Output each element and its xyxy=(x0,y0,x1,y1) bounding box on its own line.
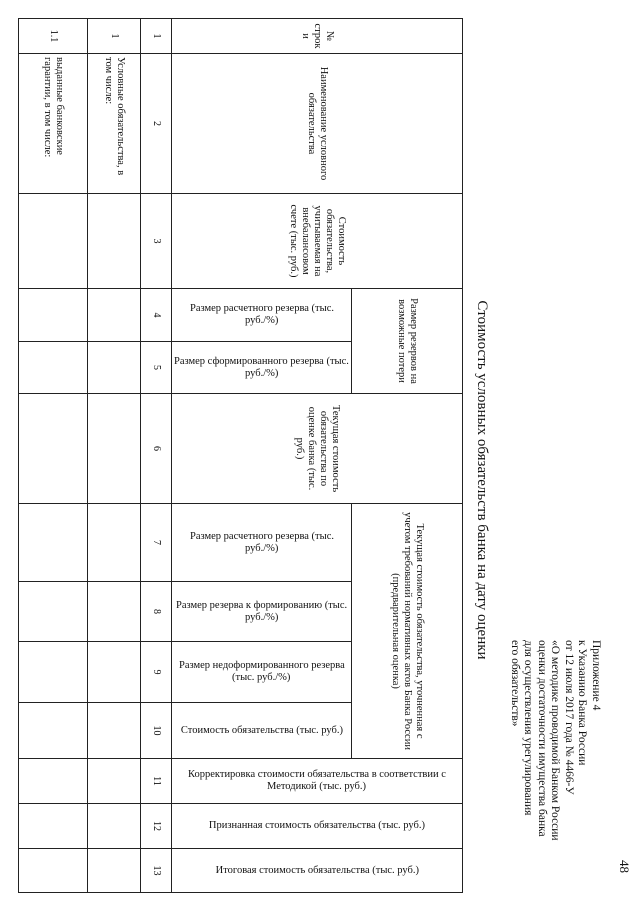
appendix-line: к Указанию Банка России xyxy=(576,640,589,766)
table-cell xyxy=(18,702,88,759)
header-refined-value xyxy=(351,503,463,759)
table-row-name: Условные обязательства, в том числе: xyxy=(87,53,141,194)
header-obligation-name-label: Наименование условного обязательства xyxy=(306,66,329,181)
appendix-line: для осуществления урегулирования xyxy=(522,640,535,816)
table-cell xyxy=(87,803,141,849)
table-cell xyxy=(87,393,141,504)
table-cell xyxy=(18,803,88,849)
column-number: 5 xyxy=(140,341,172,394)
header-recognized-value-label: Признанная стоимость обязательства (тыс. руб.) xyxy=(208,820,426,831)
column-number: 13 xyxy=(140,848,172,893)
column-number: 10 xyxy=(140,702,172,759)
header-loss-reserves-label: Размер резервов на возможные потери xyxy=(396,298,419,384)
header-calculated-reserve xyxy=(171,288,352,342)
header-formed-reserve xyxy=(171,341,352,394)
column-number: 7 xyxy=(140,503,172,582)
table-cell xyxy=(87,702,141,759)
table-cell xyxy=(18,758,88,804)
column-number: 11 xyxy=(140,758,172,804)
header-underformed-reserve xyxy=(171,641,352,703)
header-offbalance-value xyxy=(171,193,463,289)
header-obligation-value-label: Стоимость обязательства (тыс. руб.) xyxy=(180,724,343,736)
header-obligation-name xyxy=(171,53,463,194)
table-cell xyxy=(18,503,88,582)
appendix-line: Приложение 4 xyxy=(590,640,602,711)
header-refined-calculated-reserve xyxy=(171,503,352,582)
header-underformed-reserve-label: Размер недоформированного резерва (тыс. руб./%) xyxy=(178,660,345,683)
header-recognized-value xyxy=(171,803,463,849)
header-row-number-label: № строк и xyxy=(300,23,335,49)
table-cell xyxy=(18,288,88,342)
table-cell xyxy=(87,581,141,642)
table-cell xyxy=(87,288,141,342)
header-loss-reserves xyxy=(351,288,463,394)
table-cell xyxy=(18,581,88,642)
header-methodology-adjustment-label: Корректировка стоимости обязательства в соответствии с Методикой (тыс. руб.) xyxy=(188,769,446,792)
table-cell xyxy=(87,641,141,703)
header-calculated-reserve-label: Размер расчетного резерва (тыс. руб./%) xyxy=(189,303,334,326)
column-number: 4 xyxy=(140,288,172,342)
table-row-number: 1 xyxy=(87,18,141,54)
column-number: 1 xyxy=(140,18,172,54)
header-row-number xyxy=(171,18,463,54)
page-number: 48 xyxy=(617,860,632,873)
header-bank-estimate-label: Текущая стоимость обязательства по оценке банка (тыс. руб.) xyxy=(294,404,341,493)
obligations-table xyxy=(18,18,463,893)
table-title: Стоимость условных обязательств банка на дату оценки xyxy=(474,300,490,660)
table-cell xyxy=(18,341,88,394)
appendix-line: оценки достаточности имущества банка xyxy=(536,640,548,837)
column-number: 12 xyxy=(140,803,172,849)
table-cell xyxy=(18,193,88,289)
header-reserve-to-form-label: Размер резерва к формированию (тыс. руб./%) xyxy=(175,599,348,623)
appendix-line: «О методике проводимой Банком России xyxy=(549,640,562,841)
column-number: 6 xyxy=(140,393,172,504)
table-cell xyxy=(18,641,88,703)
table-cell xyxy=(87,341,141,394)
appendix-line: его обязательств» xyxy=(509,640,521,727)
header-refined-calculated-reserve-label: Размер расчетного резерва (тыс. руб./%) xyxy=(189,530,334,554)
table-cell xyxy=(87,758,141,804)
header-methodology-adjustment xyxy=(171,758,463,804)
header-bank-estimate xyxy=(171,393,463,504)
header-formed-reserve-label: Размер сформированного резерва (тыс. руб./%) xyxy=(174,355,349,379)
table-cell xyxy=(87,503,141,582)
appendix-line: от 12 июля 2017 года № 4466-У xyxy=(563,640,575,795)
header-obligation-value xyxy=(171,702,352,759)
table-row-name: выданные банковские гарантии, в том числе: xyxy=(18,53,88,194)
appendix-reference xyxy=(508,640,603,890)
column-number: 2 xyxy=(140,53,172,194)
table-cell xyxy=(18,393,88,504)
column-number: 9 xyxy=(140,641,172,703)
header-reserve-to-form xyxy=(171,581,352,642)
column-number: 3 xyxy=(140,193,172,289)
header-final-value-label: Итоговая стоимость обязательства (тыс. руб.) xyxy=(215,864,419,876)
header-refined-value-label: Текущая стоимость обязательства, уточненная с учетом требований нормативных актов Банка России (предварительная оценка) xyxy=(390,512,425,750)
table-cell xyxy=(87,848,141,893)
table-cell xyxy=(18,848,88,893)
table-row-number: 1.1 xyxy=(18,18,88,54)
column-number: 8 xyxy=(140,581,172,642)
header-final-value xyxy=(171,848,463,893)
table-cell xyxy=(87,193,141,289)
header-offbalance-value-label: Стоимость обязательства, учитываемая на внебалансовом счете (тыс. руб.) xyxy=(288,204,347,278)
